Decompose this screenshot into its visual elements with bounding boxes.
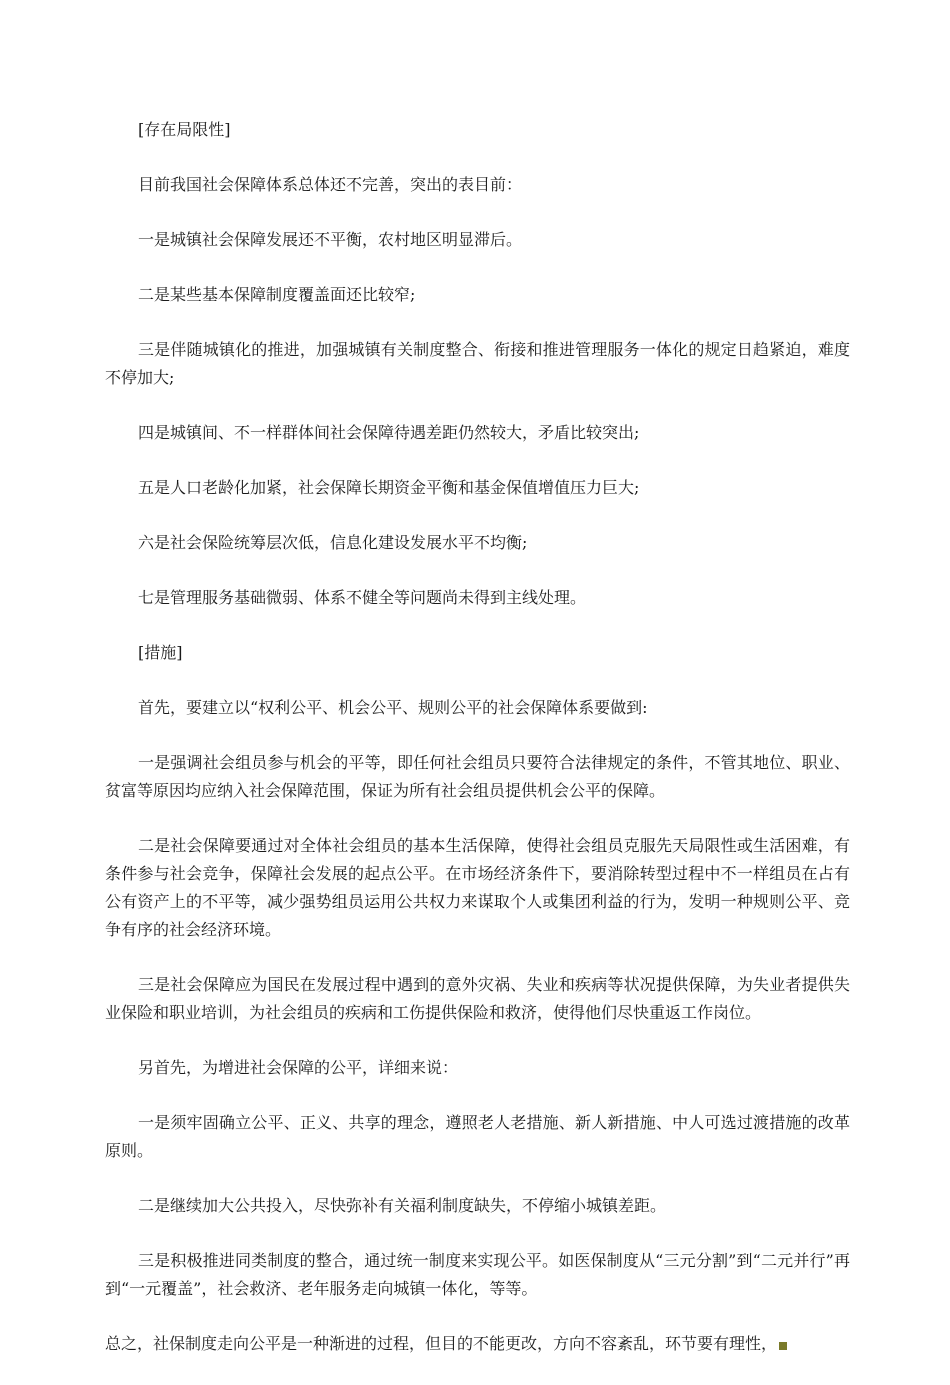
section-heading-limitations: [存在局限性]	[138, 120, 231, 139]
list-item: 二是继续加大公共投入，尽快弥补有关福利制度缺失，不停缩小城镇差距。	[138, 1196, 667, 1215]
list-item: 三是伴随城镇化的推进，加强城镇有关制度整合、衔接和推进管理服务一体化的规定日趋紧迫，难度不停加大;	[105, 340, 850, 387]
list-item: 二是社会保障要通过对全体社会组员的基本生活保障，使得社会组员克服先天局限性或生活困难，有条件参与社会竞争，保障社会发展的起点公平。在市场经济条件下，要消除转型过程中不一样组员在占有公有资产上的不平等，减少强势组员运用公共权力来谋取个人或集团利益的行为，发明一种规则公平、竞争有序的社会经济环境。	[105, 836, 850, 939]
conclusion-text: 总之，社保制度走向公平是一种渐进的过程，但目的不能更改，方向不容紊乱，环节要有理性，	[105, 1334, 778, 1353]
document-body	[105, 116, 850, 1385]
list-item: 一是城镇社会保障发展还不平衡，农村地区明显滞后。	[138, 230, 523, 249]
paragraph: 另首先，为增进社会保障的公平，详细来说：	[138, 1058, 459, 1077]
end-marker-icon	[779, 1342, 787, 1350]
conclusion-paragraph	[105, 1330, 850, 1358]
list-item: 二是某些基本保障制度覆盖面还比较窄;	[138, 285, 416, 304]
paragraph: 目前我国社会保障体系总体还不完善，突出的表目前：	[138, 175, 523, 194]
list-item: 一是强调社会组员参与机会的平等，即任何社会组员只要符合法律规定的条件，不管其地位、职业、贫富等原因均应纳入社会保障范围，保证为所有社会组员提供机会公平的保障。	[105, 753, 850, 800]
list-item: 七是管理服务基础微弱、体系不健全等问题尚未得到主线处理。	[138, 588, 587, 607]
paragraph: 首先，要建立以“权利公平、机会公平、规则公平的社会保障体系要做到:	[138, 698, 648, 717]
list-item: 四是城镇间、不一样群体间社会保障待遇差距仍然较大，矛盾比较突出;	[138, 423, 640, 442]
list-item: 三是社会保障应为国民在发展过程中遇到的意外灾祸、失业和疾病等状况提供保障，为失业者提供失业保险和职业培训，为社会组员的疾病和工伤提供保险和救济，使得他们尽快重返工作岗位。	[105, 975, 850, 1022]
list-item: 三是积极推进同类制度的整合，通过统一制度来实现公平。如医保制度从“三元分割”到“二元并行”再到“一元覆盖”，社会救济、老年服务走向城镇一体化，等等。	[105, 1251, 850, 1298]
list-item: 五是人口老龄化加紧，社会保障长期资金平衡和基金保值增值压力巨大;	[138, 478, 640, 497]
list-item: 一是须牢固确立公平、正义、共享的理念，遵照老人老措施、新人新措施、中人可选过渡措施的改革原则。	[105, 1113, 850, 1160]
list-item: 六是社会保险统筹层次低，信息化建设发展水平不均衡;	[138, 533, 528, 552]
section-heading-measures: [措施]	[138, 643, 183, 662]
